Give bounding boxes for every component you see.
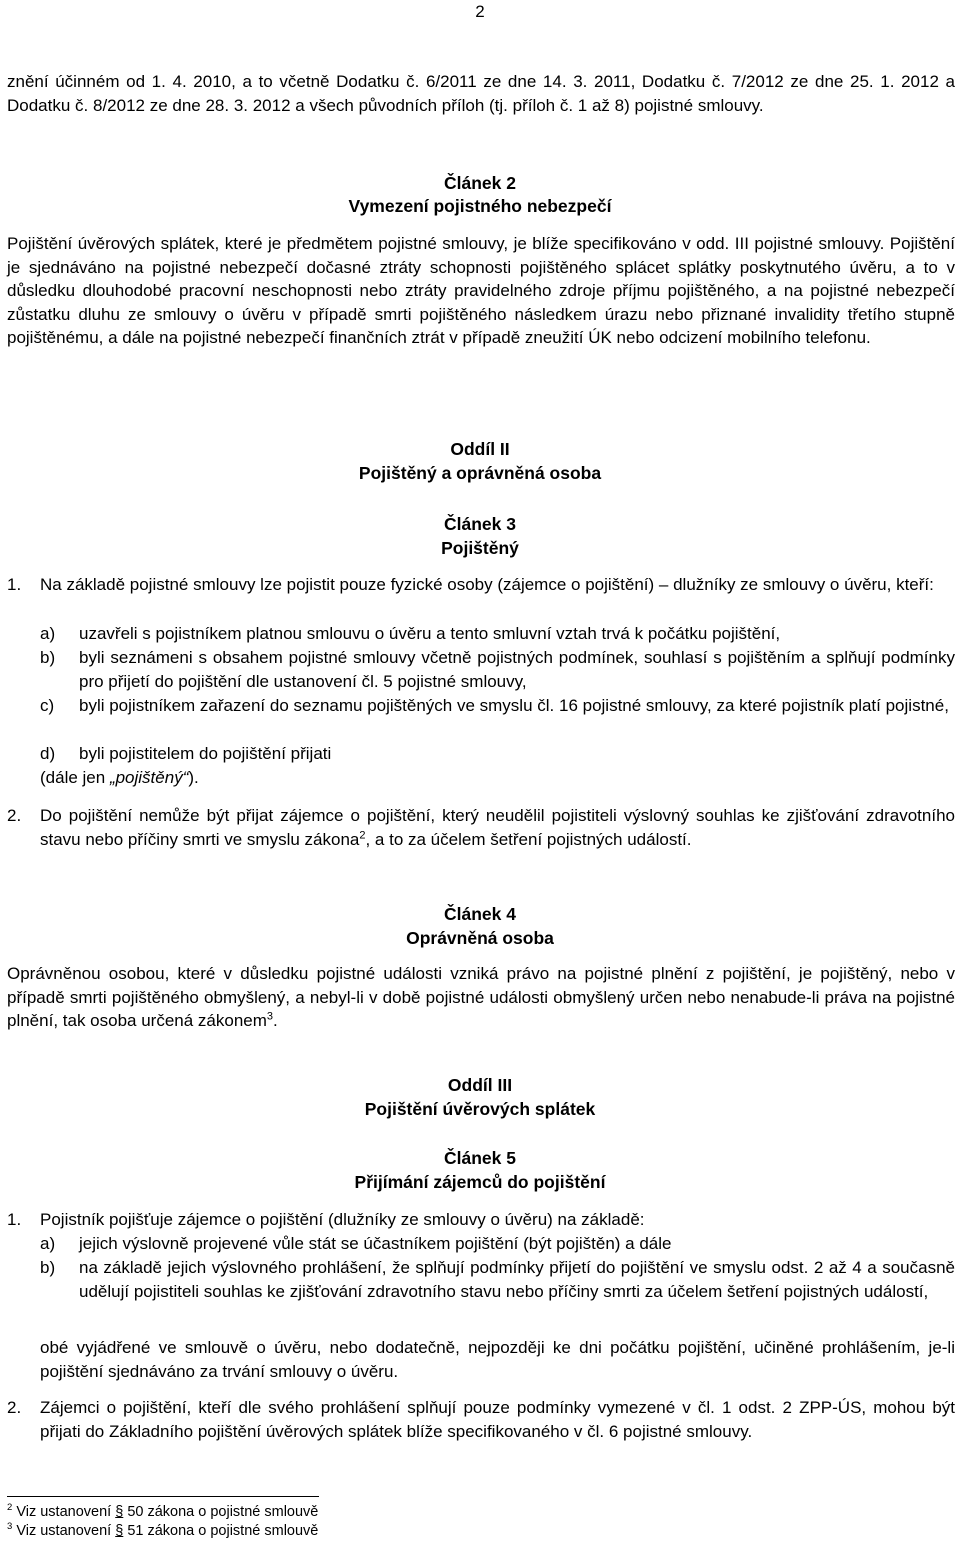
article-3-heading: Článek 3	[444, 514, 516, 534]
section-2-heading: Oddíl II	[450, 439, 510, 459]
article-3-item-a-label: a)	[40, 624, 56, 643]
article-3-item-d-text: byli pojistitelem do pojištění přijati	[79, 744, 332, 763]
article-3-point-2-text-b: , a to za účelem šetření pojistných událostí.	[365, 829, 692, 849]
article-3-point-2-text-a: Do pojištění nemůže být přijat zájemce o pojištění, který neudělil pojistiteli výslovný souhlas ke zjišťování zdravotního stavu nebo příčiny smrti ve smyslu zákona	[40, 806, 955, 849]
footnote-3	[7, 1522, 318, 1540]
article-3-item-d-label: d)	[40, 744, 56, 763]
footnote-ref-3[interactable]: 3	[266, 1010, 274, 1023]
article-4-body-end: .	[273, 1011, 278, 1031]
article-3-item-c-text: byli pojistníkem zařazení do seznamu pojištěných ve smyslu čl. 16 pojistné smlouvy, za které pojistník platí pojistné,	[79, 696, 949, 715]
article-3-point-1-text-b: dlužníky ze smlouvy o úvěru, kteří:	[668, 575, 934, 594]
footnote-3-prefix: Viz ustanovení	[16, 1523, 116, 1539]
footnote-2-prefix: Viz ustanovení	[16, 1504, 116, 1520]
footnote-2-text: 50 zákona o pojistné smlouvě	[123, 1504, 319, 1520]
footnote-3-mark: 3	[7, 1521, 13, 1533]
article-4-title: Oprávněná osoba	[406, 928, 554, 948]
article-3-defined-term-line	[40, 766, 955, 790]
footnote-3-text: 51 zákona o pojistné smlouvě	[123, 1523, 319, 1539]
article-3-item-c-label: c)	[40, 696, 55, 715]
defined-prefix: (dále jen	[40, 768, 110, 787]
article-3-point-1-dash: –	[658, 575, 669, 594]
article-3-point-2-text	[40, 804, 955, 851]
article-5-point-2-number: 2.	[7, 1398, 22, 1417]
footnote-3-section-sign: §	[115, 1523, 124, 1539]
defined-suffix: ).	[188, 768, 199, 787]
article-3-point-1-text-a: Na základě pojistné smlouvy lze pojistit pouze fyzické osoby (zájemce o pojištění)	[40, 575, 659, 594]
article-5-point-1-number: 1.	[7, 1210, 22, 1229]
article-4-body	[7, 962, 955, 1033]
footnote-2	[7, 1503, 318, 1521]
article-5-item-b-label: b)	[40, 1258, 56, 1277]
intro-paragraph: znění účinném od 1. 4. 2010, a to včetně Dodatku č. 6/2011 ze dne 14. 3. 2011, Dodatku č. 7/2012 ze dne 25. 1. 2012 a Dodatku č. 8/2012 ze dne 28. 3. 2012 a všech původních příloh (tj. příloh č. 1 až 8) pojistné smlouvy.	[7, 72, 955, 115]
article-5-point-2-text: Zájemci o pojištění, kteří dle svého prohlášení splňují pouze podmínky vymezené v čl. 1 odst. 2 ZPP-ÚS, mohou být přijati do Základního pojištění úvěrových splátek blíže specifikovaného v čl. 6 pojistné smlouvy.	[40, 1398, 955, 1441]
article-5-point-1-after: obé vyjádřené ve smlouvě o úvěru, nebo dodatečně, nejpozději ke dni počátku pojištění, učiněné prohlášením, je-li pojištění sjednáváno za trvání smlouvy o úvěru.	[40, 1338, 955, 1381]
article-3-point-1-number: 1.	[7, 575, 22, 594]
footnote-ref-2[interactable]: 2	[359, 828, 366, 841]
article-4-body-text: Oprávněnou osobou, které v důsledku pojistné události vzniká právo na pojistné plnění z pojištění, je pojištěný, nebo v případě smrti pojištěného obmyšlený, a nebyl-li v době pojistné události obmyšlený určen nebo nenabude-li práva na pojistné plnění, tak osoba určená zákonem	[7, 964, 955, 1031]
article-5-heading: Článek 5	[444, 1148, 516, 1168]
article-3-point-1-text	[40, 573, 955, 597]
article-3-title: Pojištěný	[441, 538, 519, 558]
section-3-heading: Oddíl III	[447, 1075, 513, 1095]
defined-term: „pojištěný“	[109, 768, 189, 787]
article-2-heading: Článek 2	[444, 173, 516, 193]
section-2-title: Pojištěný a oprávněná osoba	[358, 463, 602, 483]
article-3-point-2-number: 2.	[7, 806, 22, 825]
article-2-body: Pojištění úvěrových splátek, které je předmětem pojistné smlouvy, je blíže specifikováno v odd. III pojistné smlouvy. Pojištění je sjednáváno na pojistné nebezpečí dočasné ztráty schopnosti pojištěného splácet splátky poskytnutého úvěru, a to v důsledku dlouhodobé pracovní neschopnosti nebo ztráty pravidelného zdroje příjmu pojištěného, a na pojistné nebezpečí zůstatku dluhu ze smlouvy o úvěru v případě smrti pojištěného následkem úrazu nebo přiznané invalidity třetího stupně pojištěnému, a dále na pojistné nebezpečí finančních ztrát v případě zneužití ÚK nebo odcizení mobilního telefonu.	[7, 234, 955, 348]
article-5-item-a-label: a)	[40, 1234, 56, 1253]
footnote-2-mark: 2	[7, 1502, 13, 1514]
page-number: 2	[475, 2, 485, 21]
article-5-title: Přijímání zájemců do pojištění	[354, 1172, 606, 1192]
article-5-point-1-text: Pojistník pojišťuje zájemce o pojištění (dlužníky ze smlouvy o úvěru) na základě:	[40, 1210, 645, 1229]
article-3-item-b-label: b)	[40, 648, 56, 667]
article-4-heading: Článek 4	[444, 904, 516, 924]
article-3-item-a-text: uzavřeli s pojistníkem platnou smlouvu o úvěru a tento smluvní vztah trvá k počátku pojištění,	[79, 624, 781, 643]
article-2-title: Vymezení pojistného nebezpečí	[348, 196, 612, 216]
article-5-item-a-text: jejich výslovně projevené vůle stát se účastníkem pojištění (být pojištěn) a dále	[79, 1234, 672, 1253]
article-5-item-b-text: na základě jejich výslovného prohlášení, že splňují podmínky přijetí do pojištění ve smyslu odst. 2 až 4 a současně udělují pojistiteli souhlas ke zjišťování zdravotního stavu nebo příčiny smrti za účelem šetření pojistných událostí,	[79, 1258, 955, 1301]
section-3-title: Pojištění úvěrových splátek	[364, 1099, 596, 1119]
footnote-separator	[7, 1496, 319, 1497]
article-3-item-b-text: byli seznámeni s obsahem pojistné smlouvy včetně pojistných podmínek, souhlasí s pojištěním a splňují podmínky pro přijetí do pojištění dle ustanovení čl. 5 pojistné smlouvy,	[79, 648, 955, 691]
footnote-2-section-sign: §	[115, 1504, 124, 1520]
